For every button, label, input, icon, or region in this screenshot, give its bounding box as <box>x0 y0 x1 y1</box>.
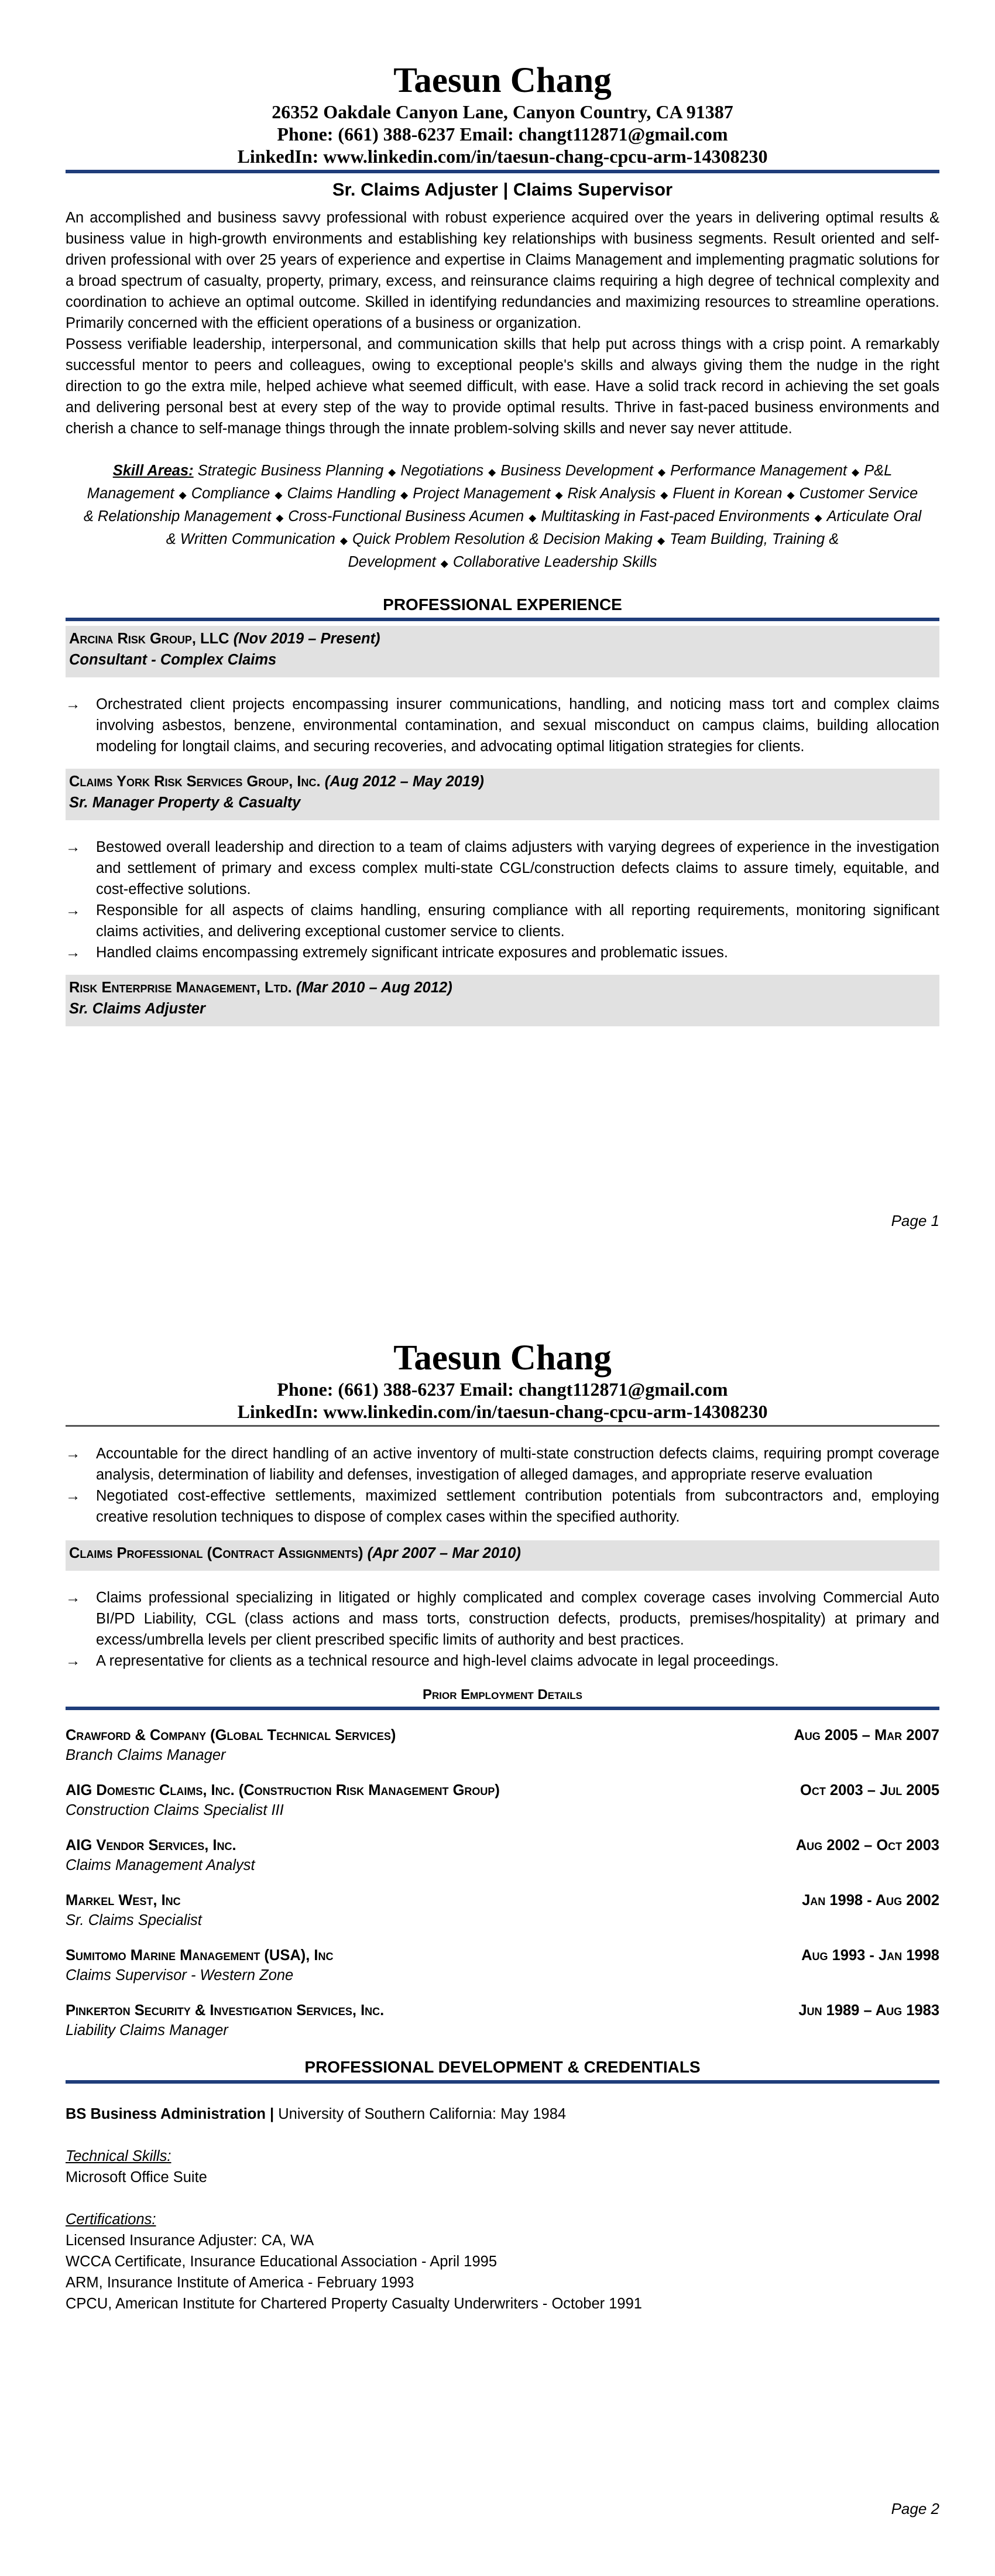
credentials-section-title: PROFESSIONAL DEVELOPMENT & CREDENTIALS <box>304 2058 701 2076</box>
job-header <box>66 975 939 1026</box>
bullet-text: Negotiated cost-effective settlements, maximized settlement contribution potentials from subcontractors and, employing creative resolution techniques to dispose of complex cases within the specified authority. <box>96 1488 939 1525</box>
prior-employment-row <box>66 1725 939 1745</box>
bullet-text: Claims professional specializing in litigated or highly complicated and complex coverage cases involving Commercial Auto BI/PD Liability, CGL (class actions and mass torts, construction defects, products, premises/hospitality) at primary and excess/umbrella levels per client prescribed specific limits of authority and best practices. <box>96 1590 939 1648</box>
skill-item: Risk Analysis <box>567 485 656 502</box>
bullet-item <box>66 942 939 963</box>
skill-item: Team Building, Training & Development <box>348 531 839 570</box>
degree-school: University of Southern California: May 1984 <box>274 2106 567 2122</box>
page-number: Page 2 <box>891 2500 939 2517</box>
arrow-right-icon: → <box>66 944 81 961</box>
prior-employment-item <box>66 1725 939 1765</box>
prior-divider <box>66 1707 939 1710</box>
prior-company: Markel West, Inc <box>66 1892 181 1909</box>
bullet-text: Accountable for the direct handling of an active inventory of multi-state construction defects claims, requiring prompt coverage analysis, determination of liability and defenses, investigation of alleged damages, and appropriate reserve evaluation <box>96 1445 939 1483</box>
prior-dates: Aug 2005 – Mar 2007 <box>794 1727 939 1743</box>
company-text: Claims York Risk Services Group, Inc. <box>69 773 321 790</box>
experience-divider <box>66 618 939 621</box>
skill-item: Business Development <box>500 463 654 479</box>
phone-email-line: Phone: (661) 388-6237 Email: changt112871@gmail.com <box>277 1379 728 1400</box>
bullet-text: Responsible for all aspects of claims handling, ensuring compliance with all reporting requirements, monitoring significant claims activities, and delivering exceptional customer service to clients. <box>96 902 939 940</box>
bullet-item <box>66 1587 939 1650</box>
prior-company: AIG Domestic Claims, Inc. (Construction Risk Management Group) <box>66 1782 500 1799</box>
certification-item: WCCA Certificate, Insurance Educational Association - April 1995 <box>66 2253 498 2270</box>
header-divider <box>66 170 939 173</box>
diamond-icon: ◆ <box>787 489 795 501</box>
arrow-right-icon: → <box>66 1590 81 1606</box>
linkedin-line: LinkedIn: www.linkedin.com/in/taesun-chang-cpcu-arm-14308230 <box>237 1401 768 1422</box>
job-bullets <box>66 837 939 963</box>
job-header <box>66 626 939 677</box>
bullet-item <box>66 1650 939 1671</box>
summary-paragraph: Possess verifiable leadership, interpersonal, and communication skills that help put across things with a crisp point. A remarkably successful mentor to peers and colleagues, owing to exceptional people's skills and always giving them the nudge in the right direction to go the extra mile, helped achieve what seemed difficult, with ease. Have a solid track record in achieving the set goals and delivering personal best at every step of the way to provide optimal results. Thrive in fast-paced business environments and cherish a chance to self-manage things through the innate problem-solving skills and never say never attitude. <box>66 336 939 437</box>
diamond-icon: ◆ <box>179 489 187 501</box>
skill-item: Performance Management <box>670 463 848 479</box>
prior-employment-row <box>66 1780 939 1800</box>
prior-employment-row <box>66 2000 939 2020</box>
technical-skills-label: Technical Skills: <box>66 2148 171 2164</box>
arrow-right-icon: → <box>66 1445 81 1462</box>
certification-item: CPCU, American Institute for Chartered Property Casualty Underwriters - October 1991 <box>66 2296 642 2312</box>
summary-paragraph: An accomplished and business savvy professional with robust experience acquired over the years in delivering optimal results & business value in high-growth environments and establishing key relationships with business segments. Result oriented and self-driven professional with over 25 years of experience and expertise in Claims Management and implementing pragmatic solutions for a broad spectrum of casualty, property, primary, excess, and reinsurance claims requiring a high degree of technical complexity and coordination to achieve an optimal outcome. Skilled in identifying redundancies and maximizing resources to streamline operations. Primarily concerned with the efficient operations of a business or organization. <box>66 210 939 331</box>
bullet-item <box>66 1443 939 1485</box>
skill-item: Fluent in Korean <box>673 485 783 502</box>
prior-dates: Oct 2003 – Jul 2005 <box>800 1782 939 1799</box>
prior-dates: Aug 1993 - Jan 1998 <box>801 1947 939 1964</box>
arrow-right-icon: → <box>66 902 81 919</box>
candidate-name: Taesun Chang <box>393 61 612 100</box>
prior-employment-item <box>66 1945 939 1985</box>
candidate-name: Taesun Chang <box>393 1338 612 1378</box>
certification-item: Licensed Insurance Adjuster: CA, WA <box>66 2232 314 2249</box>
degree-line <box>66 2104 939 2125</box>
prior-role: Liability Claims Manager <box>66 2022 228 2039</box>
prior-company: AIG Vendor Services, Inc. <box>66 1837 236 1854</box>
job-bullets <box>66 694 939 757</box>
prior-employment-row <box>66 1945 939 1965</box>
skill-item: Customer Service & Relationship Management <box>83 485 918 525</box>
bullet-text: Bestowed overall leadership and direction to a team of claims adjusters with varying degrees of experience in the investigation and settlement of primary and excess complex multi-state CGL/construction defects claims to assure timely, equitable, and cost-effective solutions. <box>96 839 939 898</box>
skill-item: Negotiations <box>400 463 484 479</box>
skill-item: P&L Management <box>87 463 893 502</box>
skill-item: Project Management <box>413 485 551 502</box>
diamond-icon: ◆ <box>339 535 348 546</box>
bullet-text: Handled claims encompassing extremely significant intricate exposures and problematic issues. <box>96 944 729 961</box>
prior-role: Claims Management Analyst <box>66 1857 255 1873</box>
experience-section-title: PROFESSIONAL EXPERIENCE <box>383 595 622 614</box>
company-text: Arcina Risk Group, LLC <box>69 631 229 647</box>
diamond-icon: ◆ <box>660 489 668 501</box>
skill-item: Claims Handling <box>287 485 396 502</box>
diamond-icon: ◆ <box>814 512 822 523</box>
header-divider <box>66 1425 939 1427</box>
job-header <box>66 1540 939 1571</box>
arrow-right-icon: → <box>66 696 81 712</box>
prior-employment-row <box>66 1835 939 1855</box>
bullet-text: Orchestrated client projects encompassing insurer communications, handling, and noticing mass tort and complex claims involving asbestos, benzene, environmental contamination, and sexual misconduct on campus claims, building allocation modeling for longtail claims, and securing recoveries, and advocating optimal litigation strategies for clients. <box>96 696 939 755</box>
diamond-icon: ◆ <box>657 535 665 546</box>
prior-role: Sr. Claims Specialist <box>66 1912 202 1928</box>
company-text: Risk Enterprise Management, Ltd. <box>69 979 292 996</box>
skill-item: Multitasking in Fast-paced Environments <box>541 508 810 525</box>
skill-item: Strategic Business Planning <box>197 463 384 479</box>
skills-label: Skill Areas: <box>112 463 194 479</box>
prior-employment-row <box>66 1890 939 1910</box>
diamond-icon: ◆ <box>400 489 409 501</box>
skill-item: Cross-Functional Business Acumen <box>288 508 524 525</box>
bullet-item <box>66 900 939 942</box>
skill-item: Articulate Oral & Written Communication <box>166 508 922 547</box>
degree-title: BS Business Administration | <box>66 2106 275 2122</box>
arrow-right-icon: → <box>66 1653 81 1669</box>
linkedin-line: LinkedIn: www.linkedin.com/in/taesun-chang-cpcu-arm-14308230 <box>237 146 768 167</box>
prior-role: Construction Claims Specialist III <box>66 1802 284 1818</box>
prior-employment-item <box>66 2000 939 2040</box>
certifications-label: Certifications: <box>66 2211 156 2228</box>
company-name: Claims Professional (Contract Assignments) (Apr 2007 – Mar 2010) <box>69 1545 521 1561</box>
prior-company: Pinkerton Security & Investigation Services, Inc. <box>66 2002 385 2019</box>
job-bullets <box>66 1587 939 1671</box>
certifications-list <box>66 2230 939 2314</box>
prior-employment-list <box>66 1725 939 2040</box>
company-name <box>69 977 936 998</box>
skill-item: Compliance <box>191 485 270 502</box>
technical-skills-value: Microsoft Office Suite <box>66 2169 207 2186</box>
bullet-item <box>66 1485 939 1527</box>
prior-employment-item <box>66 1835 939 1875</box>
headline-title: Sr. Claims Adjuster | Claims Supervisor <box>332 179 673 200</box>
prior-company: Sumitomo Marine Management (USA), Inc <box>66 1947 334 1964</box>
arrow-right-icon: → <box>66 1488 81 1504</box>
address-line: 26352 Oakdale Canyon Lane, Canyon Country, CA 91387 <box>272 101 733 122</box>
skill-item: Quick Problem Resolution & Decision Making <box>352 531 653 547</box>
certification-item: ARM, Insurance Institute of America - February 1993 <box>66 2274 414 2291</box>
diamond-icon: ◆ <box>555 489 563 501</box>
job-dates: (Nov 2019 – Present) <box>233 631 380 647</box>
job-dates: (Apr 2007 – Mar 2010) <box>367 1545 521 1561</box>
job-role: Sr. Claims Adjuster <box>69 1001 205 1017</box>
skill-areas <box>66 460 939 574</box>
job-list <box>66 626 939 1026</box>
bullet-item <box>66 694 939 757</box>
diamond-icon: ◆ <box>440 558 448 569</box>
bullet-text: A representative for clients as a technical resource and high-level claims advocate in legal proceedings. <box>96 1653 779 1669</box>
page-number: Page 1 <box>891 1212 939 1229</box>
company-name <box>69 628 936 649</box>
job-role: Consultant - Complex Claims <box>69 652 277 668</box>
job-bullets <box>66 1443 939 1527</box>
skill-item: Collaborative Leadership Skills <box>452 554 657 570</box>
job-dates: (Mar 2010 – Aug 2012) <box>296 979 452 996</box>
diamond-icon: ◆ <box>852 467 860 478</box>
job-dates: (Aug 2012 – May 2019) <box>324 773 484 790</box>
prior-employment-item <box>66 1890 939 1930</box>
phone-email-line: Phone: (661) 388-6237 Email: changt112871@gmail.com <box>277 124 728 145</box>
prior-dates: Jun 1989 – Aug 1983 <box>798 2002 939 2019</box>
job-header <box>66 769 939 820</box>
prior-dates: Aug 2002 – Oct 2003 <box>795 1837 939 1854</box>
diamond-icon: ◆ <box>529 512 537 523</box>
prior-role: Branch Claims Manager <box>66 1747 226 1763</box>
prior-company: Crawford & Company (Global Technical Services) <box>66 1727 396 1743</box>
company-name <box>69 771 936 792</box>
credentials-divider <box>66 2080 939 2084</box>
diamond-icon: ◆ <box>275 489 283 501</box>
prior-employment-item <box>66 1780 939 1820</box>
diamond-icon: ◆ <box>488 467 496 478</box>
resume-page-2 <box>0 1288 995 2576</box>
diamond-icon: ◆ <box>276 512 284 523</box>
prior-dates: Jan 1998 - Aug 2002 <box>802 1892 939 1909</box>
prior-employment-title: Prior Employment Details <box>423 1687 582 1703</box>
prior-role: Claims Supervisor - Western Zone <box>66 1967 294 1984</box>
arrow-right-icon: → <box>66 839 81 855</box>
job-role: Sr. Manager Property & Casualty <box>69 794 301 811</box>
bullet-item <box>66 837 939 900</box>
diamond-icon: ◆ <box>658 467 666 478</box>
diamond-icon: ◆ <box>388 467 396 478</box>
